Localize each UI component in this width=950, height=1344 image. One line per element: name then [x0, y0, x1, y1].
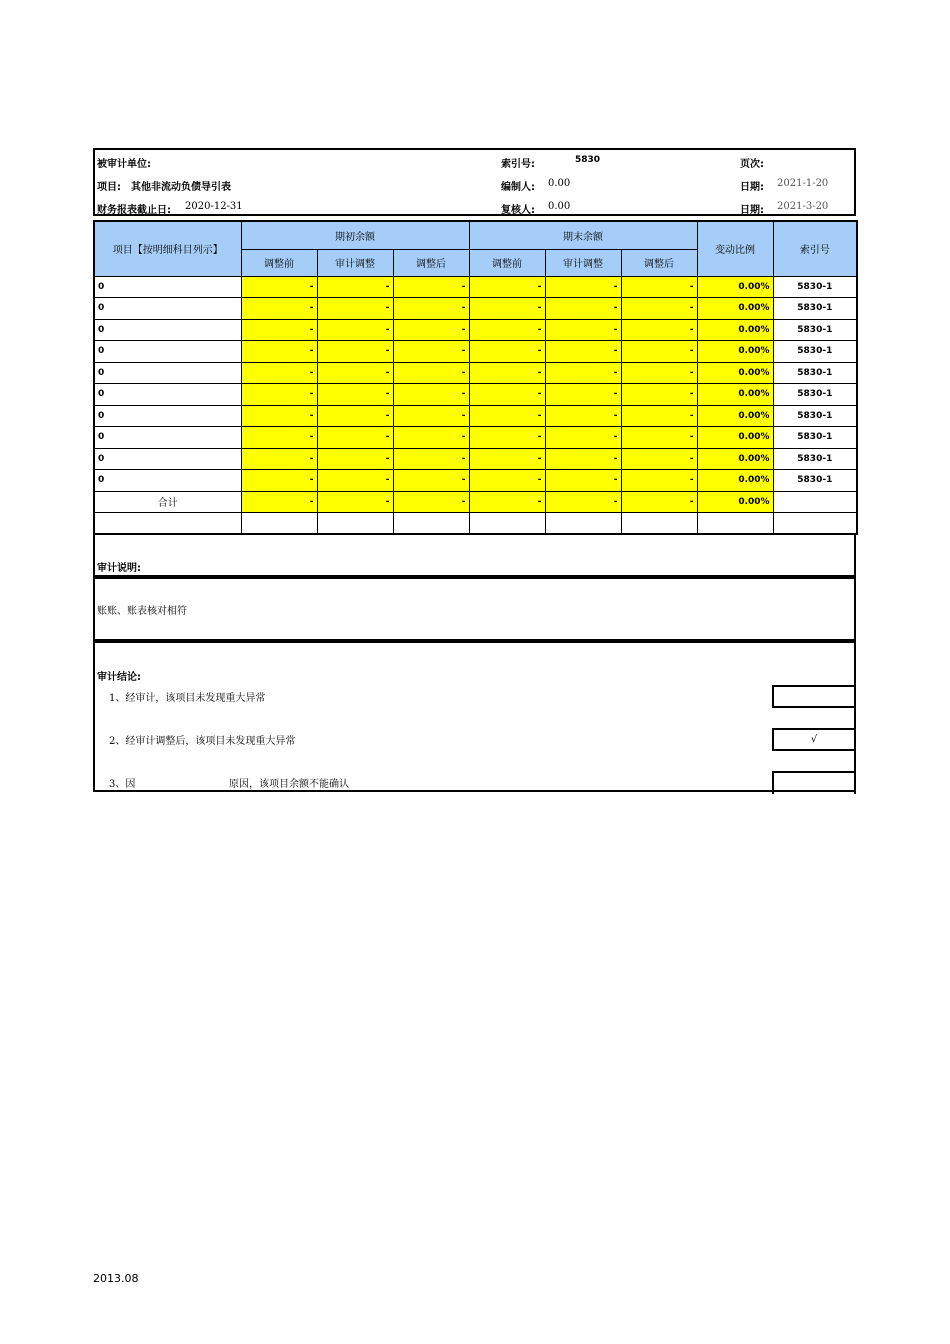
cell-index: 5830-1 — [773, 384, 857, 406]
cell-value: - — [469, 448, 545, 470]
cell-value: - — [545, 319, 621, 341]
cell-value: - — [621, 362, 697, 384]
cell-index: 5830-1 — [773, 319, 857, 341]
cell-value: - — [545, 298, 621, 320]
total-value: - — [469, 491, 545, 513]
cell-change-ratio: 0.00% — [697, 384, 773, 406]
cell-value: - — [469, 298, 545, 320]
cell-value: - — [469, 341, 545, 363]
date2-label: 日期: — [740, 205, 764, 216]
date2-value: 2021-3-20 — [777, 201, 829, 212]
change-ratio-header: 变动比例 — [697, 221, 773, 276]
empty-cell — [393, 513, 469, 535]
cell-value: - — [317, 384, 393, 406]
cell-value: - — [393, 276, 469, 298]
row-name: 0 — [94, 384, 241, 406]
preparer-label: 编制人: — [501, 182, 535, 193]
cell-value: - — [621, 427, 697, 449]
explanation-text: 账账、账表核对相符 — [97, 606, 187, 617]
cell-value: - — [393, 470, 469, 492]
table-row — [94, 427, 857, 449]
total-label: 合计 — [94, 491, 241, 513]
cell-index: 5830-1 — [773, 276, 857, 298]
index-header: 索引号 — [773, 221, 857, 276]
opening-balance-header: 期初余额 — [241, 221, 469, 249]
cell-change-ratio: 0.00% — [697, 362, 773, 384]
cell-index: 5830-1 — [773, 405, 857, 427]
row-name: 0 — [94, 319, 241, 341]
cell-value: - — [317, 470, 393, 492]
reviewer-value: 0.00 — [548, 201, 571, 212]
conclusion-box — [93, 641, 856, 792]
cell-value: - — [469, 405, 545, 427]
cell-value: - — [469, 362, 545, 384]
cell-value: - — [545, 405, 621, 427]
empty-cell — [773, 513, 857, 535]
cell-value: - — [241, 448, 317, 470]
total-value: - — [317, 491, 393, 513]
cell-value: - — [317, 427, 393, 449]
cell-value: - — [621, 341, 697, 363]
cell-value: - — [393, 405, 469, 427]
cell-value: - — [621, 319, 697, 341]
cell-value: - — [393, 319, 469, 341]
row-name: 0 — [94, 276, 241, 298]
cell-value: - — [393, 341, 469, 363]
cell-value: - — [469, 384, 545, 406]
cell-value: - — [545, 427, 621, 449]
table-row — [94, 470, 857, 492]
cell-value: - — [317, 362, 393, 384]
empty-cell — [545, 513, 621, 535]
total-value: - — [545, 491, 621, 513]
cell-value: - — [621, 448, 697, 470]
conclusion-item-2: 2、经审计调整后，该项目未发现重大异常 — [109, 736, 296, 747]
closing-balance-header: 期末余额 — [469, 221, 697, 249]
cell-value: - — [545, 341, 621, 363]
cell-value: - — [545, 470, 621, 492]
cell-value: - — [241, 276, 317, 298]
total-value: - — [393, 491, 469, 513]
date1-label: 日期: — [740, 182, 764, 193]
col-item-header: 项目【按明细科目列示】 — [94, 221, 241, 276]
total-change-ratio: 0.00% — [697, 491, 773, 513]
closing-before-header: 调整前 — [469, 249, 545, 276]
cell-change-ratio: 0.00% — [697, 341, 773, 363]
cell-value: - — [241, 319, 317, 341]
cell-value: - — [317, 276, 393, 298]
cell-index: 5830-1 — [773, 470, 857, 492]
explanation-label: 审计说明: — [97, 563, 141, 574]
cell-value: - — [241, 341, 317, 363]
cell-value: - — [621, 276, 697, 298]
cell-value: - — [317, 298, 393, 320]
conclusion-label: 审计结论: — [97, 672, 141, 683]
cell-value: - — [241, 362, 317, 384]
cell-index: 5830-1 — [773, 298, 857, 320]
project-value: 其他非流动负债导引表 — [131, 182, 231, 193]
cell-value: - — [393, 298, 469, 320]
closing-adjust-header: 审计调整 — [545, 249, 621, 276]
cell-value: - — [317, 405, 393, 427]
table-row — [94, 341, 857, 363]
project-label: 项目: — [97, 182, 121, 193]
cell-value: - — [241, 470, 317, 492]
row-name: 0 — [94, 362, 241, 384]
conclusion-checkbox-1[interactable] — [772, 685, 856, 708]
cell-change-ratio: 0.00% — [697, 470, 773, 492]
cell-value: - — [621, 298, 697, 320]
opening-adjust-header: 审计调整 — [317, 249, 393, 276]
empty-row — [94, 513, 857, 535]
conclusion-checkbox-2[interactable]: √ — [772, 728, 856, 751]
cell-value: - — [241, 384, 317, 406]
explanation-content-box — [93, 577, 856, 641]
cell-value: - — [317, 341, 393, 363]
cell-value: - — [393, 448, 469, 470]
balance-table — [93, 220, 858, 535]
cell-change-ratio: 0.00% — [697, 319, 773, 341]
opening-after-header: 调整后 — [393, 249, 469, 276]
cell-index: 5830-1 — [773, 362, 857, 384]
table-row — [94, 298, 857, 320]
table-row — [94, 276, 857, 298]
cell-value: - — [545, 448, 621, 470]
total-value: - — [241, 491, 317, 513]
cutoff-label: 财务报表截止日: — [97, 205, 171, 216]
preparer-value: 0.00 — [548, 178, 571, 189]
cell-value: - — [393, 362, 469, 384]
empty-cell — [94, 513, 241, 535]
cell-value: - — [621, 470, 697, 492]
cell-value: - — [469, 427, 545, 449]
conclusion-item-3-suffix: 原因，该项目余额不能确认 — [229, 779, 349, 790]
conclusion-item-3-prefix: 3、因 — [109, 779, 136, 790]
cutoff-value: 2020-12-31 — [185, 201, 243, 212]
closing-after-header: 调整后 — [621, 249, 697, 276]
cell-value: - — [241, 405, 317, 427]
row-name: 0 — [94, 448, 241, 470]
opening-before-header: 调整前 — [241, 249, 317, 276]
row-name: 0 — [94, 470, 241, 492]
cell-change-ratio: 0.00% — [697, 405, 773, 427]
cell-value: - — [317, 319, 393, 341]
cell-index: 5830-1 — [773, 341, 857, 363]
empty-cell — [697, 513, 773, 535]
total-value: - — [621, 491, 697, 513]
cell-change-ratio: 0.00% — [697, 298, 773, 320]
row-name: 0 — [94, 405, 241, 427]
cell-value: - — [621, 405, 697, 427]
date1-value: 2021-1-20 — [777, 178, 829, 189]
explanation-label-box — [93, 533, 856, 577]
header-block — [93, 148, 856, 216]
cell-change-ratio: 0.00% — [697, 448, 773, 470]
empty-cell — [241, 513, 317, 535]
total-index — [773, 491, 857, 513]
cell-value: - — [469, 276, 545, 298]
cell-index: 5830-1 — [773, 427, 857, 449]
table-row — [94, 448, 857, 470]
reviewer-label: 复核人: — [501, 205, 535, 216]
row-name: 0 — [94, 427, 241, 449]
cell-value: - — [393, 384, 469, 406]
table-row — [94, 405, 857, 427]
empty-cell — [621, 513, 697, 535]
cell-value: - — [241, 298, 317, 320]
empty-cell — [317, 513, 393, 535]
page-label: 页次: — [740, 159, 764, 170]
index-value: 5830 — [575, 155, 601, 165]
cell-value: - — [469, 319, 545, 341]
conclusion-checkbox-3[interactable] — [772, 771, 856, 794]
empty-cell — [469, 513, 545, 535]
row-name: 0 — [94, 298, 241, 320]
cell-value: - — [545, 384, 621, 406]
cell-value: - — [317, 448, 393, 470]
cell-index: 5830-1 — [773, 448, 857, 470]
total-row — [94, 491, 857, 513]
table-row — [94, 362, 857, 384]
entity-label: 被审计单位: — [97, 159, 151, 170]
cell-value: - — [393, 427, 469, 449]
cell-value: - — [241, 427, 317, 449]
cell-value: - — [545, 276, 621, 298]
row-name: 0 — [94, 341, 241, 363]
version-footer: 2013.08 — [93, 1272, 139, 1285]
index-label: 索引号: — [501, 159, 535, 170]
cell-value: - — [469, 470, 545, 492]
cell-value: - — [621, 384, 697, 406]
table-row — [94, 384, 857, 406]
cell-change-ratio: 0.00% — [697, 427, 773, 449]
table-row — [94, 319, 857, 341]
cell-change-ratio: 0.00% — [697, 276, 773, 298]
cell-value: - — [545, 362, 621, 384]
conclusion-item-1: 1、经审计，该项目未发现重大异常 — [109, 693, 266, 704]
